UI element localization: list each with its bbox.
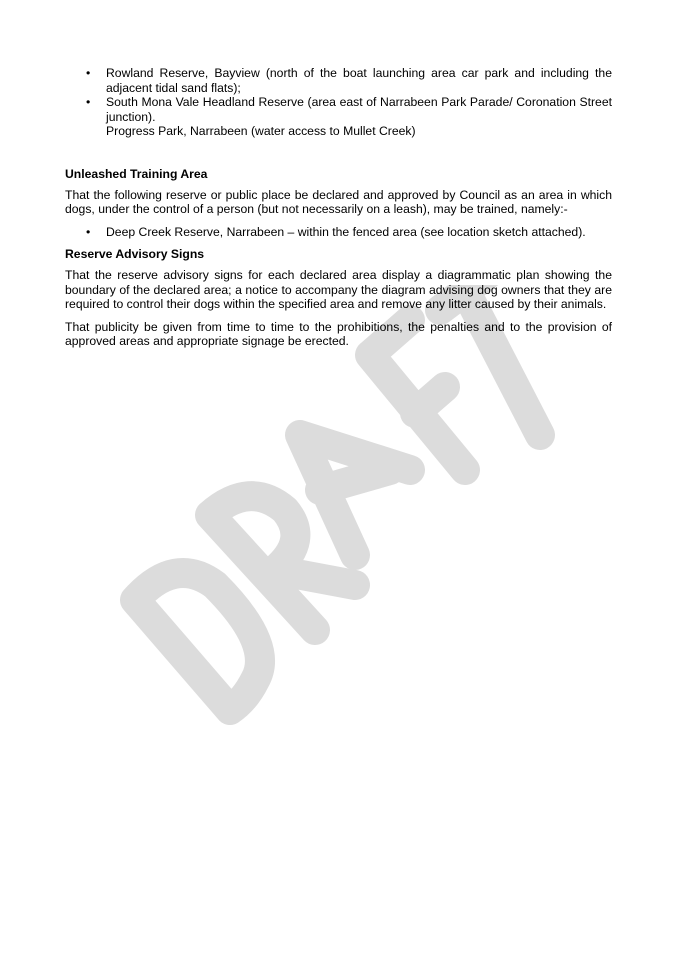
list-item-text: South Mona Vale Headland Reserve (area east of Narrabeen Park Parade/ Coronation Street junction). [106, 95, 612, 124]
unleashed-heading: Unleashed Training Area [65, 166, 208, 181]
draft-watermark [105, 285, 585, 755]
list-item [65, 225, 612, 240]
list-item-continuation: Progress Park, Narrabeen (water access to Mullet Creek) [106, 124, 416, 139]
signs-paragraph-1: That the reserve advisory signs for each declared area display a diagrammatic plan showing the boundary of the declared area; a notice to accompany the diagram advising dog owners that they are required to control their dogs within the specified area and remove any litter caused by their animals. [65, 267, 612, 312]
list-item-text: Rowland Reserve, Bayview (north of the boat launching area car park and including the adjacent tidal sand flats); [106, 66, 612, 95]
list-item-text: Deep Creek Reserve, Narrabeen – within the fenced area (see location sketch attached). [106, 224, 586, 239]
bullet-icon: • [86, 224, 91, 239]
unleashed-paragraph: That the following reserve or public place be declared and approved by Council as an area in which dogs, under the control of a person (but not necessarily on a leash), may be trained, namely:- [65, 187, 612, 217]
unleashed-list [65, 225, 612, 240]
bullet-icon: • [86, 66, 91, 80]
watermark-letter-a [300, 435, 410, 555]
list-item [65, 95, 612, 139]
document-body [65, 66, 612, 349]
bullet-icon: • [86, 95, 91, 110]
watermark-letter-d [135, 573, 260, 710]
signs-heading: Reserve Advisory Signs [65, 247, 205, 262]
reserve-list [65, 66, 612, 139]
list-item [65, 66, 612, 95]
signs-paragraph-2: That publicity be given from time to time to the prohibitions, the penalties and to the provision of approved areas and appropriate signage be erected. [65, 319, 612, 349]
watermark-letter-r [210, 496, 355, 630]
